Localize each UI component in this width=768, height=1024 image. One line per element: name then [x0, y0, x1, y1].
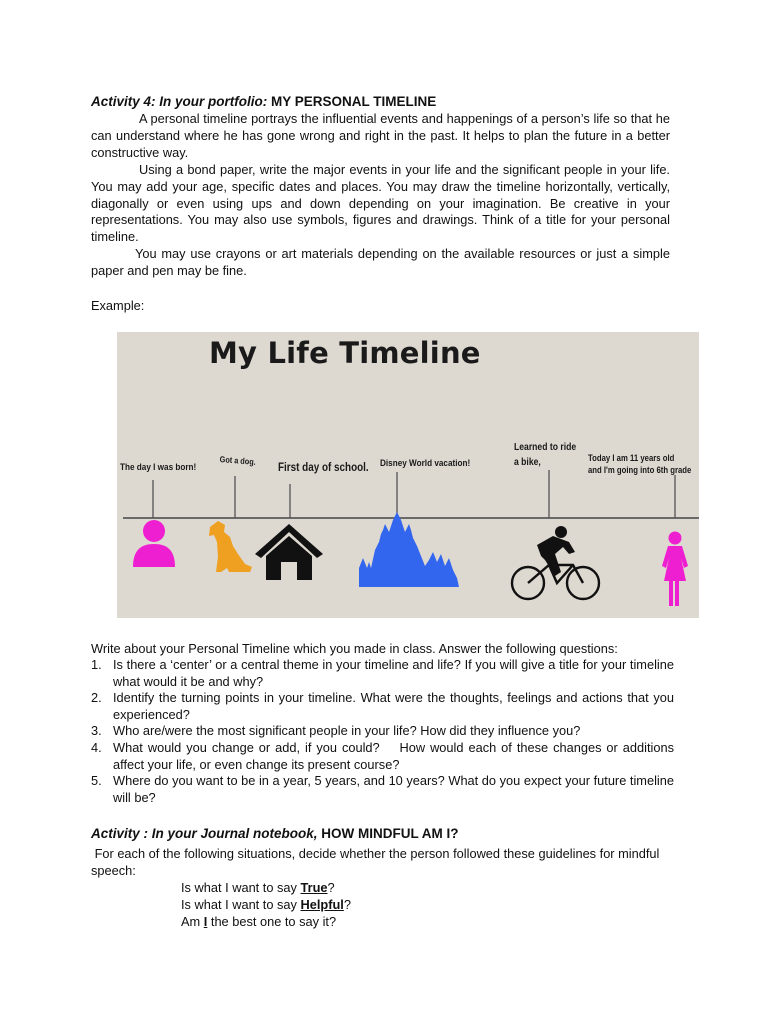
journal-heading-label: Activity : In your Journal notebook,: [91, 826, 318, 841]
event-label-born: The day I was born!: [120, 462, 197, 473]
guideline-best-one: Am I the best one to say it?: [181, 914, 337, 929]
timeline-drawing: [117, 332, 699, 618]
event-label-bike: Learned to ride a bike,: [514, 442, 577, 468]
castle-icon: [359, 512, 459, 587]
guideline-true: Is what I want to say True?: [181, 880, 335, 895]
journal-heading-title: HOW MINDFUL AM I?: [317, 826, 459, 841]
journal-heading: [91, 826, 459, 841]
dog-icon: [209, 521, 252, 572]
list-item: 3. Who are/were the most significant people in your life? How did they influence you?: [91, 723, 581, 739]
journal-paragraph: For each of the following situations, decide whether the person followed these guidelines for mindful speech:: [91, 846, 663, 878]
activity4-heading-title: MY PERSONAL TIMELINE: [267, 94, 437, 109]
list-item: 5. Where do you want to be in a year, 5 years, and 10 years? What do you expect your future timeline will be?: [91, 773, 674, 805]
event-label-school: First day of school.: [278, 462, 369, 474]
questions-list: [91, 657, 678, 806]
guideline-helpful: Is what I want to say Helpful?: [181, 897, 351, 912]
timeline-title: My Life Timeline: [209, 336, 481, 370]
list-item: 4. What would you change or add, if you could? How would each of these changes or additions affect your life, or even change its present course?: [91, 739, 678, 772]
activity4-paragraph-1: A personal timeline portrays the influential events and happenings of a person’s life so that he can understand where he has gone wrong and right in the past. It helps to plan the future in a better constructive way.: [91, 111, 670, 160]
example-label: Example:: [91, 298, 145, 313]
activity4-heading: [91, 94, 436, 109]
timeline-example-figure: [117, 332, 699, 618]
house-icon: [255, 524, 323, 580]
person-icon: [133, 520, 175, 567]
event-label-today: Today I am 11 years old and I'm going into 6th grade: [588, 453, 692, 475]
list-item: 1. Is there a ‘center’ or a central theme in your timeline and life? If you will give a title for your timeline what would it be and why?: [91, 657, 674, 689]
questions-intro: Write about your Personal Timeline which you made in class. Answer the following questions:: [91, 641, 618, 656]
activity4-paragraph-3: You may use crayons or art materials depending on the available resources or just a simple paper and pen may be fine.: [91, 246, 670, 278]
activity4-paragraph-2: Using a bond paper, write the major events in your life and the significant people in your life. You may add your age, specific dates and places. You may draw the timeline horizontally, vertically, diagonally or even using ups and down depending on your imagination. Be creative in your representations. You may also use symbols, figures and drawings. Think of a title for your personal timeline.: [91, 162, 670, 245]
activity4-heading-label: Activity 4: In your portfolio:: [91, 94, 268, 109]
event-label-dog: Got a dog.: [219, 454, 257, 467]
cyclist-icon: [512, 526, 599, 599]
event-label-disney: Disney World vacation!: [380, 458, 471, 469]
girl-icon: [662, 532, 688, 607]
list-item: 2. Identify the turning points in your timeline. What were the thoughts, feelings and actions that you experienced?: [91, 690, 674, 722]
